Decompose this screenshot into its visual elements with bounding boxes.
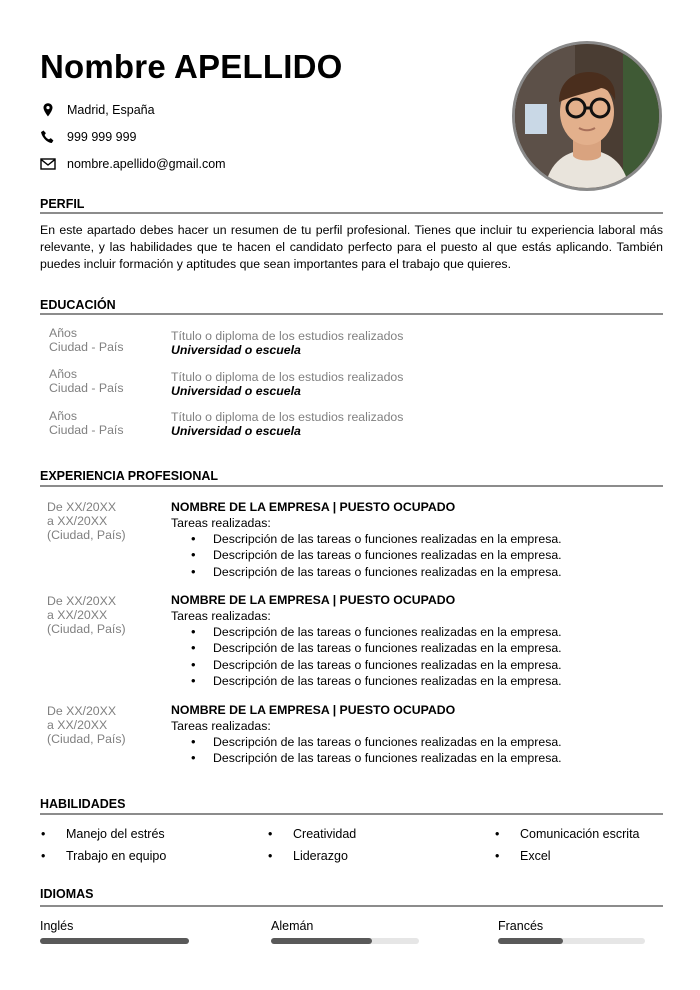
skill-item: • Trabajo en equipo <box>41 849 167 863</box>
skill-item: • Creatividad <box>268 827 357 841</box>
education-item-detail <box>171 410 403 438</box>
education-place: Ciudad - País <box>49 423 124 437</box>
languages-divider <box>40 905 663 907</box>
task-list <box>171 531 562 580</box>
skill-label: Trabajo en equipo <box>66 849 167 863</box>
task-item: • Descripción de las tareas o funciones realizadas en la empresa. <box>171 547 562 563</box>
email-line[interactable] <box>40 156 226 172</box>
task-item: • Descripción de las tareas o funciones realizadas en la empresa. <box>171 564 562 580</box>
language-level-track <box>271 938 419 944</box>
envelope-icon <box>40 156 56 172</box>
skills-divider <box>40 813 663 815</box>
skill-item: • Excel <box>495 849 551 863</box>
education-item-detail <box>171 370 403 398</box>
languages-section-title: IDIOMAS <box>40 887 94 901</box>
education-years: Años <box>49 367 78 381</box>
education-degree: Título o diploma de los estudios realizados <box>171 370 404 384</box>
education-years: Años <box>49 326 78 340</box>
task-item: • Descripción de las tareas o funciones realizadas en la empresa. <box>171 750 562 766</box>
language-level-fill <box>40 938 189 944</box>
email-text[interactable]: nombre.apellido@gmail.com <box>67 157 226 171</box>
education-school: Universidad o escuela <box>171 424 301 438</box>
job-place: (Ciudad, País) <box>47 732 126 746</box>
skills-section-title: HABILIDADES <box>40 797 126 811</box>
skill-item: • Comunicación escrita <box>495 827 640 841</box>
profile-section-title: PERFIL <box>40 197 85 211</box>
education-section-title: EDUCACIÓN <box>40 298 116 312</box>
job-detail <box>171 592 562 689</box>
job-end: a XX/20XX <box>47 514 108 528</box>
job-end: a XX/20XX <box>47 608 108 622</box>
education-item-detail <box>171 329 403 357</box>
location-pin-icon <box>40 102 56 118</box>
task-item: • Descripción de las tareas o funciones realizadas en la empresa. <box>171 734 562 750</box>
task-list <box>171 624 562 689</box>
task-item: • Descripción de las tareas o funciones realizadas en la empresa. <box>171 624 562 640</box>
job-start: De XX/20XX <box>47 594 117 608</box>
job-heading: NOMBRE DE LA EMPRESA | PUESTO OCUPADO <box>171 703 456 717</box>
job-detail <box>171 499 562 580</box>
job-place: (Ciudad, País) <box>47 622 126 636</box>
skill-label: Excel <box>520 849 551 863</box>
language-level-track <box>498 938 645 944</box>
tasks-label: Tareas realizadas: <box>171 609 271 623</box>
task-list <box>171 734 562 767</box>
skill-label: Creatividad <box>293 827 357 841</box>
skill-item: • Liderazgo <box>268 849 348 863</box>
location-line <box>40 102 155 118</box>
language-level-fill <box>498 938 563 944</box>
candidate-name: Nombre APELLIDO <box>40 48 343 85</box>
experience-section-title: EXPERIENCIA PROFESIONAL <box>40 469 219 483</box>
skill-label: Manejo del estrés <box>66 827 165 841</box>
task-item: • Descripción de las tareas o funciones realizadas en la empresa. <box>171 673 562 689</box>
language-level-fill <box>271 938 372 944</box>
phone-line <box>40 129 137 145</box>
education-school: Universidad o escuela <box>171 384 301 398</box>
education-place: Ciudad - País <box>49 340 124 354</box>
job-end: a XX/20XX <box>47 718 108 732</box>
language-name: Inglés <box>40 919 74 933</box>
phone-text: 999 999 999 <box>67 130 137 144</box>
tasks-label: Tareas realizadas: <box>171 719 271 733</box>
task-item: • Descripción de las tareas o funciones realizadas en la empresa. <box>171 531 562 547</box>
education-school: Universidad o escuela <box>171 343 301 357</box>
job-start: De XX/20XX <box>47 500 117 514</box>
profile-summary: En este apartado debes hacer un resumen de tu perfil profesional. Tienes que incluir tu experiencia laboral más relevante, y las habilidades que te hacen el candidato perfecto para el puesto al que estás aplicando. También puedes incluir formación y aptitudes que sean importantes para el trabajo que quieres. <box>40 223 663 271</box>
education-years: Años <box>49 409 78 423</box>
job-dates <box>47 500 126 542</box>
skill-item: • Manejo del estrés <box>41 827 165 841</box>
job-dates <box>47 704 126 746</box>
education-degree: Título o diploma de los estudios realizados <box>171 329 404 343</box>
job-detail <box>171 702 562 767</box>
job-start: De XX/20XX <box>47 704 117 718</box>
profile-divider <box>40 212 663 214</box>
education-degree: Título o diploma de los estudios realizados <box>171 410 404 424</box>
task-item: • Descripción de las tareas o funciones realizadas en la empresa. <box>171 640 562 656</box>
language-name: Francés <box>498 919 544 933</box>
job-heading: NOMBRE DE LA EMPRESA | PUESTO OCUPADO <box>171 593 456 607</box>
language-name: Alemán <box>271 919 314 933</box>
experience-divider <box>40 485 663 487</box>
job-heading: NOMBRE DE LA EMPRESA | PUESTO OCUPADO <box>171 500 456 514</box>
skill-label: Comunicación escrita <box>520 827 640 841</box>
job-place: (Ciudad, País) <box>47 528 126 542</box>
task-item: • Descripción de las tareas o funciones realizadas en la empresa. <box>171 657 562 673</box>
education-divider <box>40 313 663 315</box>
skill-label: Liderazgo <box>293 849 348 863</box>
job-dates <box>47 594 126 636</box>
education-item-dates <box>49 409 124 437</box>
education-item-dates <box>49 367 124 395</box>
tasks-label: Tareas realizadas: <box>171 516 271 530</box>
profile-photo <box>512 41 662 191</box>
education-place: Ciudad - País <box>49 381 124 395</box>
phone-icon <box>40 129 56 145</box>
education-item-dates <box>49 326 124 354</box>
location-text: Madrid, España <box>67 103 155 117</box>
language-level-track <box>40 938 189 944</box>
